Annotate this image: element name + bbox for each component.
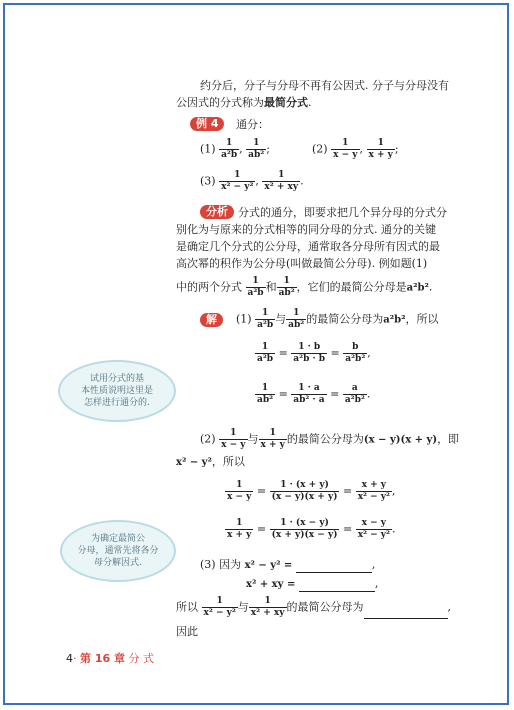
chapter-title: 分 式 xyxy=(128,652,154,665)
answer-blank-2[interactable] xyxy=(299,591,375,592)
hint-bubble-1: 试用分式的基 本性质说明这里是 怎样进行通分的. xyxy=(58,360,176,422)
equation-1: $\frac{1}{\text{a²b}}$ = $\frac{1 \cdot b}{\text{a²b · b}}$ = $\frac{b}{\text{a²b²}}$ , xyxy=(257,342,371,364)
equation-2: $\frac{1}{\text{ab²}}$ = $\frac{1 \cdot a}{\text{ab² · a}}$ = $\frac{a}{\text{a²b²}}$ . xyxy=(257,383,371,405)
chapter-label: 第 16 章 xyxy=(80,652,125,665)
equation-4: $\frac{1}{x + y}$ = $\frac{1 \cdot (x - y)}{(x + y)(x - y)}$ = $\frac{x - y}{\text{x² − y²}}$ . xyxy=(227,518,396,540)
analysis-line-4: 高次幂的积作为公分母(叫做最简公分母). 例如题(1) xyxy=(176,257,428,270)
analysis-badge: 分析 xyxy=(200,205,234,219)
solution-3-line-3: 所以 $\frac{1}{\text{x² − y²}}$ 与 $\frac{1}{\text{x² + xy}}$ 的最简公分母为 , xyxy=(176,596,452,618)
solution-3-therefore: 因此 xyxy=(176,625,198,638)
example-title: 通分： xyxy=(236,118,269,131)
solution-1-header: (1) $\frac{1}{\text{a²b}}$ 与 $\frac{1}{\text{ab²}}$ 的最简公分母为a²b²，所以 xyxy=(236,308,439,330)
intro-line-1: 约分后，分子与分母不再有公因式. 分子与分母没有 xyxy=(200,79,449,92)
analysis-line-3: 是确定几个分式的公分母，通常取各分母所有因式的最 xyxy=(176,240,440,253)
term-simplest-fraction: 最简分式 xyxy=(264,96,308,109)
solution-2-line-2: x² − y²，所以 xyxy=(176,455,245,468)
page-footer: 4· 第 16 章 分 式 xyxy=(66,652,154,665)
solution-3-line-1: (3) 因为 x² − y² = , xyxy=(200,558,376,571)
answer-blank-1[interactable] xyxy=(296,572,372,573)
problem-1: (1) $\frac{1}{\text{a²b}}$ , $\frac{1}{\text{ab²}}$ ; xyxy=(200,138,270,160)
solution-3-line-2: x² + xy = , xyxy=(246,577,379,590)
equation-3: $\frac{1}{x - y}$ = $\frac{1 \cdot (x + y)}{(x - y)(x + y)}$ = $\frac{x + y}{\text{x² − y²}}$ , xyxy=(227,480,396,502)
example-badge: 例 4 xyxy=(190,117,224,131)
analysis-line-1: 分式的通分，即要求把几个异分母的分式分 xyxy=(238,206,447,219)
solution-badge: 解 xyxy=(200,313,223,327)
intro-line-2: 公因式的分式称为最简分式. xyxy=(176,96,312,109)
page-number: 4 xyxy=(66,652,73,665)
problem-3: (3) $\frac{1}{\text{x² − y²}}$ , $\frac{1}{\text{x² + xy}}$ . xyxy=(200,170,304,192)
hint-bubble-2: 为确定最简公 分母，通常先将各分 母分解因式. xyxy=(60,520,176,582)
problem-2: (2) $\frac{1}{x - y}$ , $\frac{1}{x + y}$ ; xyxy=(312,138,399,160)
solution-2-header: (2) $\frac{1}{x - y}$ 与 $\frac{1}{x + y}$ 的最简公分母为(x − y)(x + y)，即 xyxy=(200,428,460,450)
analysis-line-5: 中的两个分式 $\frac{1}{\text{a²b}}$ 和 $\frac{1}{\text{ab²}}$ ，它们的最简公分母是a²b². xyxy=(176,276,433,298)
answer-blank-3[interactable] xyxy=(364,618,448,619)
analysis-line-2: 别化为与原来的分式相等的同分母的分式. 通分的关键 xyxy=(176,223,436,236)
